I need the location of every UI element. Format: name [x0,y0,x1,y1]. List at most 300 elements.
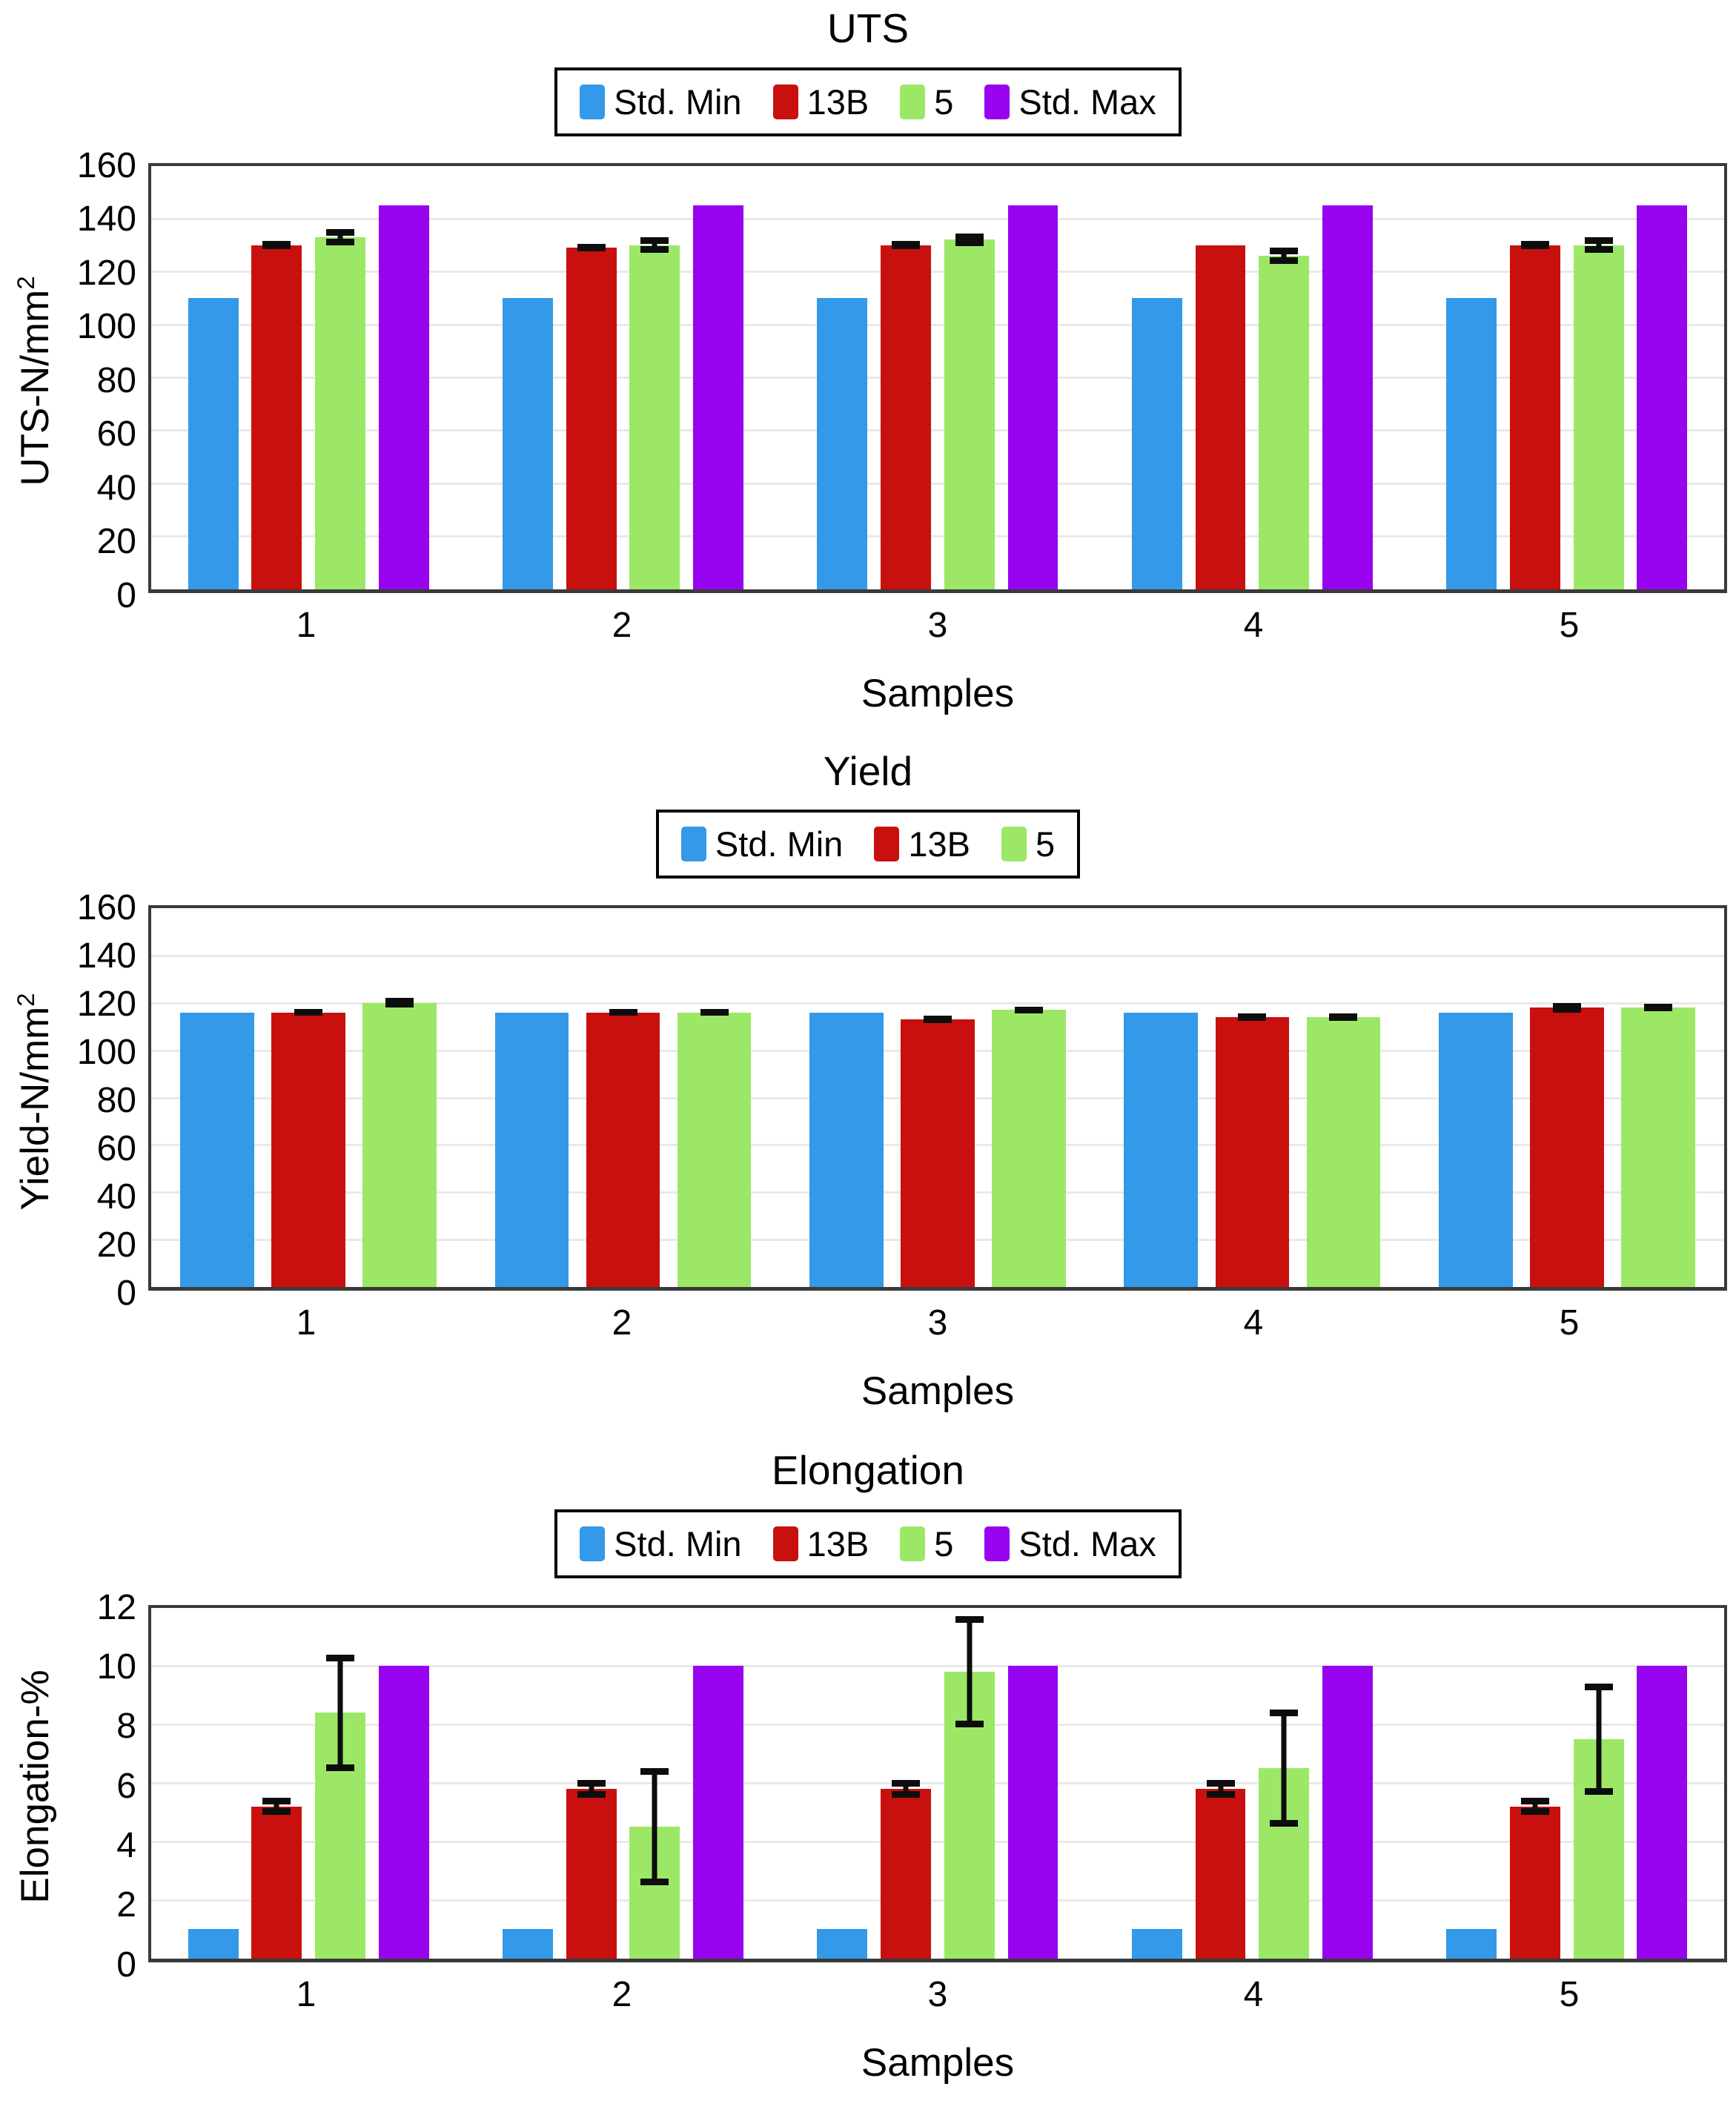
legend-swatch-5-icon [900,1526,925,1561]
error-bar-cap-bottom [1521,241,1549,248]
yield-y-axis-title-text: Yield-$N/mm^2$ [12,992,57,1211]
error-bar-cap-top [326,1655,354,1661]
legend-label-std-max: Std. Max [1018,1523,1156,1564]
error-bar-5-sample-4 [1270,1710,1298,1827]
error-bar-5-sample-1 [385,998,414,1007]
legend-swatch-5-icon [900,85,925,119]
legend-item-std-min [580,1523,741,1564]
y-tick-label: 4 [116,1825,136,1865]
bar-slot-std-min [188,166,239,589]
bar-std-min-sample-4 [1124,1013,1198,1287]
elongation-y-axis-title [0,1605,70,1969]
bar-group-1 [151,166,466,589]
bar-std-max-sample-2 [693,205,743,589]
error-bar-5-sample-3 [1015,1007,1043,1014]
bar-std-min-sample-4 [1132,1929,1182,1958]
error-bar-cap-bottom [1521,1808,1549,1815]
bar-std-max-sample-1 [379,1666,429,1958]
elongation-legend [554,1509,1182,1578]
bar-slot-std-max [1322,166,1373,589]
bar-slot-13b [881,166,931,589]
error-bar-cap-bottom [326,239,354,245]
bar-13b-sample-2 [566,1789,617,1959]
bar-slot-std-min [1446,166,1497,589]
error-bar-13b-sample-3 [924,1016,952,1023]
bar-slot-std-min [1132,1608,1182,1959]
error-bar-cap-top [1585,1684,1613,1690]
legend-label-13b: 13B [806,1523,869,1564]
error-bar-cap-bottom [700,1009,729,1016]
bar-slot-13b [586,908,660,1287]
error-bar-cap-bottom [1207,1791,1235,1798]
bar-group-2 [466,1608,780,1959]
error-bar-cap-top [1207,1780,1235,1787]
elongation-x-axis-ticks [148,1974,1727,2015]
legend-swatch-13b-icon [773,85,798,119]
bar-std-min-sample-2 [503,1929,553,1958]
error-bar-cap-top [1270,248,1298,254]
bar-std-max-sample-2 [693,1666,743,1958]
bar-slot-13b [901,908,975,1287]
error-bar-cap-top [1521,1798,1549,1804]
bar-5-sample-4 [1307,1017,1381,1287]
error-bar-13b-sample-1 [262,242,291,248]
y-tick-label: 80 [96,1081,136,1120]
bar-13b-sample-1 [251,245,302,589]
bar-13b-sample-5 [1510,245,1560,589]
bar-5-sample-3 [992,1010,1066,1287]
legend-item-13b [773,82,869,122]
error-bar-cap-top [1585,237,1613,244]
bar-std-min-sample-2 [495,1013,569,1287]
bar-group-3 [781,166,1095,589]
bar-slot-std-max [379,1608,429,1959]
error-bar-5-sample-2 [640,1768,669,1885]
bar-13b-sample-2 [586,1013,660,1287]
y-tick-label: 6 [116,1766,136,1806]
x-tick-label-sample-4: 4 [1243,1303,1264,1343]
y-tick-label: 40 [96,468,136,508]
legend-item-13b [773,1523,869,1564]
x-tick-label-sample-4: 4 [1243,605,1264,645]
error-bar-13b-sample-4 [1238,1013,1266,1021]
uts-x-axis-title: Samples [861,671,1015,715]
bar-5-sample-2 [629,245,680,589]
yield-x-axis-ticks [148,1303,1727,1343]
error-bar-5-sample-1 [326,229,354,245]
bar-slot-std-max [693,166,743,589]
uts-chart-body [0,145,1736,716]
error-bar-cap-bottom [262,1808,291,1815]
uts-y-axis-ticks [70,145,148,615]
bar-slot-std-min [503,1608,553,1959]
legend-label-13b: 13B [806,82,869,122]
x-tick-label-sample-2: 2 [612,1974,632,2014]
legend-swatch-5-icon [1001,827,1027,861]
bar-slot-std-min [817,166,867,589]
error-bar-5-sample-2 [640,237,669,253]
error-bar-cap-top [640,237,669,244]
elongation-plot-area [148,1605,1727,1962]
legend-item-5 [1001,824,1055,864]
bar-slot-std-min [1132,166,1182,589]
bar-slot-5 [944,166,995,589]
bar-slot-13b [251,1608,302,1959]
x-tick-label-sample-5: 5 [1559,605,1580,645]
bar-13b-sample-4 [1216,1017,1290,1287]
error-bar-cap-bottom [609,1009,637,1016]
y-tick-label: 160 [76,888,136,927]
error-bar-13b-sample-5 [1553,1003,1581,1013]
bar-slot-13b [251,166,302,589]
error-bar-cap-bottom [640,1879,669,1885]
error-bar-5-sample-4 [1270,248,1298,263]
bar-13b-sample-3 [881,1789,931,1959]
error-bar-cap-bottom [262,241,291,248]
y-tick-label: 0 [116,1274,136,1313]
error-bar-5-sample-1 [326,1655,354,1772]
error-bar-13b-sample-1 [262,1798,291,1816]
bar-5-sample-3 [944,239,995,589]
bar-std-min-sample-5 [1446,1929,1497,1958]
bar-slot-std-min [180,908,254,1287]
legend-item-13b [874,824,970,864]
error-bar-cap-bottom [1015,1007,1043,1013]
bar-slot-std-max [379,166,429,589]
legend-swatch-std-max-icon [984,1526,1010,1561]
error-bar-13b-sample-3 [892,242,920,248]
legend-label-std-min: Std. Min [715,824,844,864]
bar-std-min-sample-5 [1439,1013,1513,1287]
error-bar-cap-bottom [640,246,669,253]
bar-slot-5 [1574,1608,1624,1959]
bar-13b-sample-4 [1196,245,1246,589]
bar-group-4 [1095,908,1409,1287]
bar-std-min-sample-3 [817,1929,867,1958]
y-tick-label: 0 [116,575,136,615]
bar-group-2 [466,166,780,589]
error-bar-cap-bottom [385,1001,414,1007]
elongation-chart-title: Elongation [772,1447,964,1493]
error-bar-5-sample-5 [1585,1684,1613,1795]
bar-13b-sample-5 [1530,1007,1604,1287]
bar-group-5 [1410,1608,1724,1959]
bar-13b-sample-1 [271,1013,345,1287]
elongation-plot-stack [148,1605,1727,2085]
bar-slot-5 [629,166,680,589]
bar-13b-sample-3 [881,245,931,589]
yield-y-axis-ticks [70,888,148,1313]
bar-std-min-sample-3 [809,1013,884,1287]
error-bar-cap-top [892,1780,920,1787]
bar-slot-13b [881,1608,931,1959]
bar-13b-sample-2 [566,248,617,589]
uts-plot-stack [148,163,1727,716]
bar-slot-5 [1259,1608,1309,1959]
bar-group-3 [781,1608,1095,1959]
error-bar-cap-bottom [1553,1006,1581,1013]
bar-5-sample-2 [677,1013,752,1287]
y-tick-label: 60 [96,1129,136,1168]
bar-slot-std-max [1637,1608,1687,1959]
legend-label-std-max: Std. Max [1018,82,1156,122]
error-bar-cap-top [577,1780,606,1787]
bar-slot-5 [315,166,365,589]
error-bar-cap-bottom [577,1791,606,1798]
bar-slot-std-min [503,166,553,589]
bar-slot-5 [992,908,1066,1287]
error-bar-cap-bottom [955,1721,984,1727]
bar-std-min-sample-1 [188,1929,239,1958]
yield-plot-area [148,905,1727,1291]
bar-slot-std-max [1322,1608,1373,1959]
error-bar-cap-top [326,229,354,236]
error-bar-13b-sample-4 [1207,1780,1235,1798]
bar-group-4 [1095,166,1409,589]
error-bar-13b-sample-5 [1521,1798,1549,1816]
bar-std-min-sample-1 [180,1013,254,1287]
y-tick-label: 0 [116,1945,136,1985]
error-bar-line [967,1616,972,1727]
error-bar-5-sample-5 [1644,1004,1672,1011]
error-bar-cap-top [640,1768,669,1775]
error-bar-line [1282,1710,1287,1827]
bar-slot-std-max [1008,1608,1059,1959]
bar-slot-5 [1307,908,1381,1287]
error-bar-cap-bottom [1585,1788,1613,1795]
bar-std-min-sample-1 [188,298,239,589]
error-bar-cap-bottom [1238,1014,1266,1021]
legend-item-5 [900,1523,953,1564]
x-tick-label-sample-5: 5 [1559,1303,1580,1343]
legend-item-5 [900,82,953,122]
bar-slot-std-min [817,1608,867,1959]
error-bar-13b-sample-2 [609,1009,637,1016]
bar-group-2 [466,908,780,1287]
y-tick-label: 20 [96,1225,136,1265]
x-tick-label-sample-1: 1 [296,1974,317,2014]
error-bar-cap-bottom [326,1764,354,1771]
error-bar-line [652,1768,657,1885]
x-tick-label-sample-1: 1 [296,1303,317,1343]
bar-group-5 [1410,908,1724,1287]
bar-slot-std-min [1124,908,1198,1287]
bar-slot-13b [566,1608,617,1959]
bar-5-sample-1 [315,237,365,589]
error-bar-cap-bottom [1270,257,1298,264]
y-tick-label: 2 [116,1885,136,1925]
legend-label-5: 5 [934,82,954,122]
bar-slot-std-min [188,1608,239,1959]
bar-group-1 [151,908,466,1287]
error-bar-13b-sample-3 [892,1780,920,1798]
bar-13b-sample-4 [1196,1789,1246,1959]
bar-5-sample-5 [1621,1007,1695,1287]
error-bar-13b-sample-2 [577,244,606,252]
error-bar-cap-top [955,234,984,240]
error-bar-cap-top [262,1798,291,1804]
uts-chart [0,0,1736,716]
error-bar-5-sample-3 [955,1616,984,1727]
x-tick-label-sample-4: 4 [1243,1974,1264,2014]
bar-slot-std-max [1637,166,1687,589]
x-tick-label-sample-2: 2 [612,1303,632,1343]
bar-std-max-sample-1 [379,205,429,589]
legend-label-5: 5 [1035,824,1056,864]
x-tick-label-sample-3: 3 [927,1974,948,2014]
bar-slot-5 [1259,166,1309,589]
uts-x-axis-ticks [148,605,1727,646]
y-tick-label: 10 [96,1647,136,1687]
error-bar-cap-bottom [1270,1820,1298,1827]
bar-slot-std-min [495,908,569,1287]
elongation-y-axis-title-text: Elongation-% [13,1670,57,1904]
error-bar-cap-bottom [924,1016,952,1023]
bar-slot-13b [566,166,617,589]
yield-chart-title: Yield [823,747,913,794]
y-tick-label: 100 [76,307,136,346]
elongation-chart-body [0,1587,1736,2085]
uts-chart-title: UTS [827,5,909,51]
legend-swatch-std-max-icon [984,85,1010,119]
error-bar-13b-sample-1 [294,1009,322,1016]
bar-group-5 [1410,166,1724,589]
uts-y-axis-title [0,163,70,600]
x-tick-label-sample-1: 1 [296,605,317,645]
error-bar-cap-bottom [294,1009,322,1016]
x-tick-label-sample-5: 5 [1559,1974,1580,2014]
bar-slot-5 [629,1608,680,1959]
uts-legend [554,67,1182,136]
x-tick-label-sample-3: 3 [927,605,948,645]
uts-y-axis-title-text: UTS-$N/mm^2$ [12,276,57,486]
bar-std-max-sample-5 [1637,205,1687,589]
bar-slot-std-max [1008,166,1059,589]
y-tick-label: 100 [76,1033,136,1072]
error-bar-5-sample-4 [1329,1013,1357,1021]
bar-slot-13b [1510,166,1560,589]
y-tick-label: 40 [96,1177,136,1217]
legend-item-std-min [681,824,843,864]
error-bar-5-sample-3 [955,234,984,247]
y-tick-label: 20 [96,522,136,561]
y-tick-label: 120 [76,253,136,293]
yield-plot-stack [148,905,1727,1414]
legend-label-std-min: Std. Min [614,82,742,122]
error-bar-cap-bottom [892,241,920,248]
error-bar-cap-bottom [1585,246,1613,253]
error-bar-5-sample-5 [1585,237,1613,253]
bar-slot-13b [271,908,345,1287]
bar-std-max-sample-3 [1008,205,1059,589]
bar-5-sample-4 [1259,256,1309,589]
bar-slot-13b [1196,1608,1246,1959]
y-tick-label: 120 [76,985,136,1024]
error-bar-line [1596,1684,1601,1795]
bar-std-max-sample-3 [1008,1666,1059,1958]
bar-std-min-sample-3 [817,298,867,589]
legend-swatch-std-min-icon [580,85,605,119]
legend-label-5: 5 [934,1523,954,1564]
bar-slot-13b [1510,1608,1560,1959]
x-tick-label-sample-2: 2 [612,605,632,645]
error-bar-cap-bottom [1644,1005,1672,1011]
bar-slot-5 [677,908,752,1287]
legend-label-std-min: Std. Min [614,1523,742,1564]
bar-slot-std-min [1446,1608,1497,1959]
y-tick-label: 140 [76,936,136,976]
bar-std-min-sample-2 [503,298,553,589]
bar-std-max-sample-5 [1637,1666,1687,1958]
legend-item-std-max [984,82,1156,122]
legend-swatch-std-min-icon [580,1526,605,1561]
bar-slot-5 [362,908,437,1287]
bar-std-min-sample-5 [1446,298,1497,589]
error-bar-cap-bottom [1329,1014,1357,1021]
bar-13b-sample-1 [251,1807,302,1959]
bar-slot-13b [1216,908,1290,1287]
legend-item-std-min [580,82,741,122]
bar-slot-5 [315,1608,365,1959]
yield-chart [0,716,1736,1414]
bar-group-3 [781,908,1095,1287]
elongation-y-axis-ticks [70,1587,148,1985]
y-tick-label: 160 [76,145,136,185]
error-bar-cap-bottom [955,239,984,246]
elongation-x-axis-title: Samples [861,2040,1015,2085]
bar-slot-5 [1574,166,1624,589]
y-tick-label: 140 [76,199,136,239]
legend-item-std-max [984,1523,1156,1564]
bar-5-sample-1 [362,1003,437,1287]
uts-plot-area [148,163,1727,593]
yield-chart-body [0,888,1736,1414]
error-bar-5-sample-2 [700,1009,729,1016]
yield-x-axis-title: Samples [861,1369,1015,1413]
yield-y-axis-title [0,905,70,1297]
bar-std-max-sample-4 [1322,1666,1373,1958]
bar-std-min-sample-4 [1132,298,1182,589]
bar-group-1 [151,1608,466,1959]
bar-slot-std-min [1439,908,1513,1287]
error-bar-cap-bottom [577,245,606,251]
y-tick-label: 60 [96,414,136,454]
legend-swatch-13b-icon [874,827,899,861]
legend-swatch-13b-icon [773,1526,798,1561]
yield-legend [656,810,1080,878]
y-tick-label: 12 [96,1587,136,1627]
error-bar-13b-sample-5 [1521,242,1549,248]
error-bar-line [338,1655,343,1772]
bar-5-sample-5 [1574,245,1624,589]
bar-slot-13b [1196,166,1246,589]
bar-std-max-sample-4 [1322,205,1373,589]
bar-slot-5 [1621,908,1695,1287]
bar-13b-sample-5 [1510,1807,1560,1959]
bar-group-4 [1095,1608,1409,1959]
bar-slot-std-max [693,1608,743,1959]
error-bar-cap-top [955,1616,984,1623]
y-tick-label: 8 [116,1707,136,1747]
error-bar-13b-sample-2 [577,1780,606,1798]
legend-label-13b: 13B [908,824,970,864]
elongation-chart [0,1414,1736,2085]
bar-slot-13b [1530,908,1604,1287]
bar-13b-sample-3 [901,1019,975,1287]
error-bar-cap-bottom [892,1791,920,1798]
error-bar-cap-top [1270,1710,1298,1716]
y-tick-label: 80 [96,360,136,400]
